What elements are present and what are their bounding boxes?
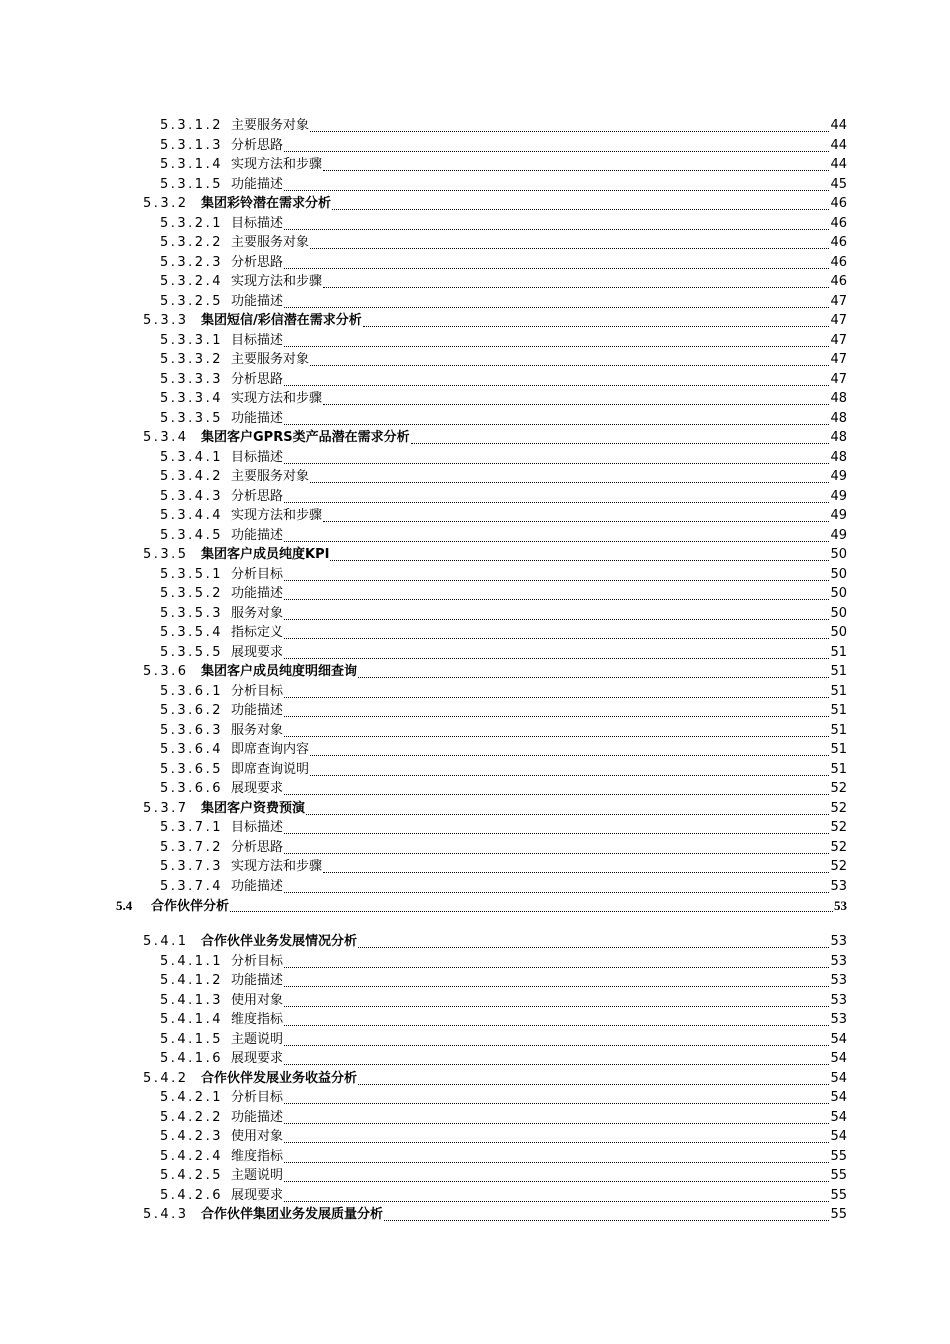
toc-dot-leader [284, 779, 829, 795]
toc-dot-leader [323, 506, 829, 522]
toc-entry-title: 功能描述 [231, 586, 284, 601]
toc-entry[interactable] [0, 272, 950, 292]
toc-entry-title: 功能描述 [231, 878, 284, 894]
toc-dot-leader [284, 253, 829, 269]
toc-entry-number: 5.4.2.5 [160, 1168, 223, 1183]
toc-entry-number: 5.3.2.2 [160, 235, 223, 250]
toc-entry-page: 53 [830, 1012, 847, 1027]
toc-entry-page: 55 [830, 1187, 847, 1203]
toc-entry[interactable] [0, 311, 950, 331]
toc-entry-title: 功能描述 [231, 527, 284, 543]
toc-entry-number: 5.4.2.1 [160, 1090, 223, 1105]
toc-entry-title: 功能描述 [231, 1109, 284, 1125]
toc-entry-title: 目标描述 [231, 332, 284, 348]
toc-entry-title: 主要服务对象 [231, 352, 310, 367]
toc-entry-number: 5.3.5.5 [160, 644, 223, 660]
toc-entry[interactable] [0, 584, 950, 604]
toc-entry-number: 5.3.7.3 [160, 859, 223, 874]
toc-dot-leader [284, 448, 829, 464]
toc-entry-page: 53 [834, 898, 847, 913]
toc-dot-leader [310, 760, 829, 776]
toc-entry-page: 50 [830, 547, 847, 562]
toc-entry-title: 服务对象 [231, 605, 284, 621]
toc-entry[interactable] [0, 1147, 950, 1167]
toc-entry-page: 50 [830, 586, 847, 601]
toc-entry-page: 54 [830, 1090, 847, 1105]
toc-entry-page: 54 [830, 1109, 847, 1125]
toc-entry-number: 5.3.7.1 [160, 820, 223, 835]
toc-entry[interactable] [0, 604, 950, 624]
toc-entry-title: 集团客户GPRS类产品潜在需求分析 [201, 430, 410, 445]
toc-dot-leader [284, 1030, 829, 1046]
toc-entry-number: 5.4.2.3 [160, 1129, 223, 1144]
toc-entry-number: 5.3.6.6 [160, 781, 223, 796]
toc-dot-leader [284, 877, 829, 893]
toc-entry[interactable] [0, 643, 950, 663]
toc-dot-leader [284, 487, 829, 503]
toc-entry-number: 5.4.2 [143, 1070, 189, 1086]
toc-entry-title: 分析思路 [231, 488, 284, 504]
toc-entry-page: 51 [830, 742, 847, 757]
toc-entry-page: 51 [830, 683, 847, 699]
toc-dot-leader [230, 896, 833, 912]
toc-entry-page: 44 [830, 118, 847, 133]
toc-entry[interactable] [0, 526, 950, 546]
toc-entry-title: 功能描述 [231, 410, 284, 426]
toc-dot-leader [284, 526, 829, 542]
toc-dot-leader [284, 971, 829, 987]
toc-entry-page: 49 [830, 527, 847, 543]
toc-entry-number: 5.3.3.2 [160, 352, 223, 367]
toc-dot-leader [284, 136, 829, 152]
toc-entry-title: 展现要求 [231, 644, 284, 660]
toc-entry-page: 52 [830, 781, 847, 796]
toc-dot-leader [323, 389, 829, 405]
toc-entry-number: 5.3.3 [143, 313, 189, 328]
toc-entry-page: 44 [830, 137, 847, 153]
toc-entry-title: 实现方法和步骤 [231, 391, 323, 406]
toc-entry-number: 5.3.6.3 [160, 722, 223, 738]
toc-dot-leader [310, 350, 829, 366]
toc-entry-page: 53 [830, 953, 847, 969]
toc-entry-title: 主要服务对象 [231, 469, 310, 484]
toc-dot-leader [284, 370, 829, 386]
toc-entry-page: 47 [830, 371, 847, 387]
toc-entry-title: 实现方法和步骤 [231, 157, 323, 172]
toc-entry-title: 使用对象 [231, 1129, 284, 1144]
toc-dot-leader [284, 604, 829, 620]
toc-entry[interactable] [0, 467, 950, 487]
toc-entry-title: 主要服务对象 [231, 235, 310, 250]
toc-entry[interactable] [0, 1069, 950, 1089]
toc-entry[interactable] [0, 740, 950, 760]
toc-entry-number: 5.3.6 [143, 664, 189, 679]
toc-entry[interactable] [0, 1010, 950, 1030]
toc-entry[interactable] [0, 701, 950, 721]
toc-entry-number: 5.3.3.1 [160, 332, 223, 348]
toc-dot-leader [284, 991, 829, 1007]
toc-entry[interactable] [0, 428, 950, 448]
toc-entry[interactable] [0, 971, 950, 991]
toc-dot-leader [284, 331, 829, 347]
toc-entry-page: 45 [830, 176, 847, 192]
toc-entry-number: 5.4.1.6 [160, 1051, 223, 1066]
toc-entry[interactable] [0, 233, 950, 253]
toc-entry-title: 合作伙伴分析 [151, 898, 230, 913]
toc-entry-title: 展现要求 [231, 1187, 284, 1203]
toc-entry-number: 5.3.4.4 [160, 508, 223, 523]
toc-entry-title: 实现方法和步骤 [231, 859, 323, 874]
toc-entry-page: 48 [830, 410, 847, 426]
toc-entry-number: 5.3.2 [143, 196, 189, 211]
toc-entry-page: 52 [830, 839, 847, 855]
toc-dot-leader [284, 1010, 829, 1026]
toc-entry-title: 主题说明 [231, 1168, 284, 1183]
toc-entry-number: 5.3.2.1 [160, 215, 223, 231]
toc-dot-leader [284, 1147, 829, 1163]
toc-entry-page: 55 [830, 1168, 847, 1183]
toc-entry-title: 合作伙伴业务发展情况分析 [201, 934, 358, 949]
toc-entry[interactable] [0, 1030, 950, 1050]
toc-dot-leader [284, 643, 829, 659]
toc-dot-leader [284, 721, 829, 737]
toc-entry-number: 5.4.2.2 [160, 1109, 223, 1125]
toc-entry-page: 51 [830, 644, 847, 660]
toc-entry[interactable] [0, 857, 950, 877]
toc-dot-leader [310, 116, 829, 132]
toc-entry-title: 实现方法和步骤 [231, 508, 323, 523]
toc-entry-number: 5.3.7 [143, 800, 189, 816]
toc-entry-number: 5.3.7.4 [160, 878, 223, 894]
toc-dot-leader [284, 1166, 829, 1182]
toc-entry-title: 即席查询说明 [231, 761, 310, 777]
toc-entry-title: 分析目标 [231, 1090, 284, 1105]
toc-entry[interactable] [0, 1127, 950, 1147]
toc-dot-leader [284, 292, 829, 308]
toc-entry-page: 51 [830, 664, 847, 679]
toc-entry-page: 54 [830, 1070, 847, 1086]
toc-entry[interactable] [0, 991, 950, 1011]
toc-entry-page: 51 [830, 761, 847, 777]
toc-entry-title: 分析目标 [231, 683, 284, 699]
toc-dot-leader [358, 662, 829, 678]
toc-entry-number: 5.3.4.2 [160, 469, 223, 484]
toc-entry-page: 47 [830, 332, 847, 348]
toc-entry-title: 分析目标 [231, 566, 284, 582]
toc-entry[interactable] [0, 448, 950, 468]
toc-entry[interactable] [0, 565, 950, 585]
toc-entry-page: 52 [830, 859, 847, 874]
toc-entry-title: 维度指标 [231, 1012, 284, 1027]
toc-entry-page: 49 [830, 508, 847, 523]
toc-entry-number: 5.3.1.3 [160, 137, 223, 153]
toc-entry-number: 5.3.1.2 [160, 118, 223, 133]
toc-dot-leader [284, 952, 829, 968]
toc-entry-page: 51 [830, 703, 847, 718]
toc-dot-leader [284, 623, 829, 639]
toc-entry-number: 5.3.6.4 [160, 742, 223, 757]
toc-entry-title: 功能描述 [231, 293, 284, 309]
toc-entry[interactable] [0, 721, 950, 741]
toc-entry-page: 48 [830, 449, 847, 465]
toc-entry[interactable] [0, 292, 950, 312]
toc-entry-number: 5.3.4 [143, 430, 189, 445]
toc-entry-page: 53 [830, 973, 847, 988]
toc-entry-number: 5.4.1.4 [160, 1012, 223, 1027]
toc-dot-leader [284, 818, 829, 834]
toc-entry[interactable] [0, 253, 950, 273]
toc-entry-number: 5.4 [116, 898, 133, 913]
toc-entry-page: 47 [830, 352, 847, 367]
toc-dot-leader [284, 409, 829, 425]
toc-entry-title: 目标描述 [231, 820, 284, 835]
toc-dot-leader [310, 740, 829, 756]
toc-entry[interactable] [0, 214, 950, 234]
toc-entry[interactable] [0, 896, 950, 932]
toc-entry-number: 5.3.5.3 [160, 605, 223, 621]
toc-entry[interactable] [0, 779, 950, 799]
toc-entry[interactable] [0, 952, 950, 972]
toc-dot-leader [358, 1069, 829, 1085]
toc-entry-title: 即席查询内容 [231, 742, 310, 757]
toc-entry-page: 50 [830, 566, 847, 582]
toc-entry-page: 54 [830, 1051, 847, 1066]
toc-dot-leader [284, 701, 829, 717]
toc-entry-page: 48 [830, 391, 847, 406]
toc-dot-leader [284, 1186, 829, 1202]
toc-entry-title: 实现方法和步骤 [231, 274, 323, 289]
toc-entry-title: 合作伙伴发展业务收益分析 [201, 1070, 358, 1086]
toc-entry[interactable] [0, 136, 950, 156]
toc-entry[interactable] [0, 155, 950, 175]
toc-entry[interactable] [0, 838, 950, 858]
toc-entry-number: 5.3.1.5 [160, 176, 223, 192]
toc-entry-page: 52 [830, 820, 847, 835]
toc-entry-number: 5.3.5.4 [160, 625, 223, 640]
toc-entry-title: 维度指标 [231, 1148, 284, 1164]
toc-entry[interactable] [0, 370, 950, 390]
toc-entry[interactable] [0, 1166, 950, 1186]
toc-entry-number: 5.3.3.5 [160, 410, 223, 426]
toc-entry-title: 集团彩铃潜在需求分析 [201, 196, 332, 211]
toc-entry-title: 集团客户成员纯度KPI [201, 547, 330, 562]
toc-entry[interactable] [0, 1205, 950, 1225]
toc-entry-page: 49 [830, 469, 847, 484]
toc-entry[interactable] [0, 662, 950, 682]
toc-dot-leader [284, 1127, 829, 1143]
toc-entry[interactable] [0, 1186, 950, 1206]
toc-entry-title: 合作伙伴集团业务发展质量分析 [201, 1207, 384, 1222]
toc-entry-number: 5.3.1.4 [160, 157, 223, 172]
toc-dot-leader [284, 565, 829, 581]
toc-dot-leader [284, 584, 829, 600]
toc-entry-number: 5.4.1.1 [160, 953, 223, 969]
toc-entry-page: 48 [830, 430, 847, 445]
table-of-contents [0, 116, 950, 1225]
toc-entry-page: 55 [830, 1148, 847, 1164]
toc-entry-number: 5.3.6.2 [160, 703, 223, 718]
toc-entry-page: 50 [830, 605, 847, 621]
toc-dot-leader [284, 682, 829, 698]
toc-entry-title: 集团客户成员纯度明细查询 [201, 664, 358, 679]
toc-entry-title: 主要服务对象 [231, 118, 310, 133]
toc-dot-leader [363, 311, 829, 327]
toc-entry[interactable] [0, 116, 950, 136]
toc-dot-leader [306, 799, 829, 815]
toc-dot-leader [284, 1108, 829, 1124]
toc-dot-leader [284, 175, 829, 191]
toc-entry[interactable] [0, 350, 950, 370]
toc-entry-number: 5.3.5 [143, 547, 189, 562]
toc-entry-title: 展现要求 [231, 1051, 284, 1066]
toc-entry[interactable] [0, 1108, 950, 1128]
toc-entry[interactable] [0, 877, 950, 897]
toc-entry-number: 5.4.1.5 [160, 1031, 223, 1047]
toc-entry-number: 5.4.1 [143, 934, 189, 949]
toc-entry-number: 5.3.5.1 [160, 566, 223, 582]
toc-entry-page: 46 [830, 235, 847, 250]
toc-dot-leader [332, 194, 829, 210]
toc-entry[interactable] [0, 623, 950, 643]
toc-entry-title: 目标描述 [231, 449, 284, 465]
toc-dot-leader [384, 1205, 829, 1221]
toc-entry-page: 53 [830, 934, 847, 949]
toc-entry-number: 5.3.4.3 [160, 488, 223, 504]
toc-dot-leader [358, 932, 829, 948]
toc-entry[interactable] [0, 389, 950, 409]
toc-entry-number: 5.3.6.1 [160, 683, 223, 699]
toc-dot-leader [310, 467, 829, 483]
toc-entry-number: 5.3.2.4 [160, 274, 223, 289]
toc-entry-title: 服务对象 [231, 722, 284, 738]
toc-entry-number: 5.4.2.6 [160, 1187, 223, 1203]
toc-entry[interactable] [0, 799, 950, 819]
toc-entry[interactable] [0, 331, 950, 351]
toc-entry[interactable] [0, 545, 950, 565]
toc-entry-title: 分析思路 [231, 371, 284, 387]
toc-entry-page: 46 [830, 196, 847, 211]
toc-entry-title: 分析思路 [231, 839, 284, 855]
toc-entry[interactable] [0, 1049, 950, 1069]
toc-entry[interactable] [0, 487, 950, 507]
toc-entry-page: 47 [830, 313, 847, 328]
toc-entry[interactable] [0, 932, 950, 952]
toc-entry-title: 使用对象 [231, 992, 284, 1008]
toc-dot-leader [323, 272, 829, 288]
toc-entry-number: 5.3.3.4 [160, 391, 223, 406]
toc-entry-title: 指标定义 [231, 625, 284, 640]
toc-entry-page: 53 [830, 878, 847, 894]
toc-entry-number: 5.3.2.3 [160, 254, 223, 270]
toc-entry-number: 5.4.3 [143, 1207, 189, 1222]
toc-entry[interactable] [0, 194, 950, 214]
toc-entry-number: 5.3.6.5 [160, 761, 223, 777]
toc-entry-page: 51 [830, 722, 847, 738]
toc-entry-number: 5.3.2.5 [160, 293, 223, 309]
toc-dot-leader [330, 545, 829, 561]
toc-entry-page: 46 [830, 254, 847, 270]
toc-dot-leader [411, 428, 829, 444]
toc-entry-page: 44 [830, 157, 847, 172]
toc-entry-number: 5.3.3.3 [160, 371, 223, 387]
toc-entry-number: 5.3.4.1 [160, 449, 223, 465]
toc-entry-title: 集团短信/彩信潜在需求分析 [201, 313, 362, 328]
toc-entry-number: 5.3.7.2 [160, 839, 223, 855]
toc-entry-number: 5.3.4.5 [160, 527, 223, 543]
toc-entry-page: 46 [830, 215, 847, 231]
toc-dot-leader [323, 155, 829, 171]
toc-dot-leader [284, 838, 829, 854]
toc-dot-leader [284, 1049, 829, 1065]
toc-entry-page: 54 [830, 1031, 847, 1047]
toc-entry[interactable] [0, 818, 950, 838]
toc-entry-title: 集团客户资费预演 [201, 800, 306, 816]
toc-entry-title: 分析思路 [231, 137, 284, 153]
toc-entry-title: 功能描述 [231, 176, 284, 192]
toc-dot-leader [323, 857, 829, 873]
toc-entry[interactable] [0, 682, 950, 702]
toc-entry[interactable] [0, 175, 950, 195]
toc-entry-page: 46 [830, 274, 847, 289]
toc-dot-leader [284, 214, 829, 230]
toc-entry[interactable] [0, 760, 950, 780]
toc-entry-title: 分析思路 [231, 254, 284, 270]
toc-entry-title: 主题说明 [231, 1031, 284, 1047]
toc-entry[interactable] [0, 506, 950, 526]
toc-entry-number: 5.4.1.2 [160, 973, 223, 988]
toc-entry-page: 53 [830, 992, 847, 1008]
toc-entry-number: 5.4.1.3 [160, 992, 223, 1008]
toc-entry-page: 49 [830, 488, 847, 504]
toc-entry[interactable] [0, 1088, 950, 1108]
toc-dot-leader [310, 233, 829, 249]
toc-entry-page: 55 [830, 1207, 847, 1222]
toc-entry-number: 5.3.5.2 [160, 586, 223, 601]
toc-entry-title: 目标描述 [231, 215, 284, 231]
toc-entry-title: 功能描述 [231, 703, 284, 718]
toc-dot-leader [284, 1088, 829, 1104]
toc-entry-title: 展现要求 [231, 781, 284, 796]
toc-entry-title: 功能描述 [231, 973, 284, 988]
toc-entry[interactable] [0, 409, 950, 429]
toc-entry-page: 50 [830, 625, 847, 640]
toc-entry-page: 54 [830, 1129, 847, 1144]
toc-entry-page: 47 [830, 293, 847, 309]
toc-entry-page: 52 [830, 800, 847, 816]
toc-entry-title: 分析目标 [231, 953, 284, 969]
toc-entry-number: 5.4.2.4 [160, 1148, 223, 1164]
